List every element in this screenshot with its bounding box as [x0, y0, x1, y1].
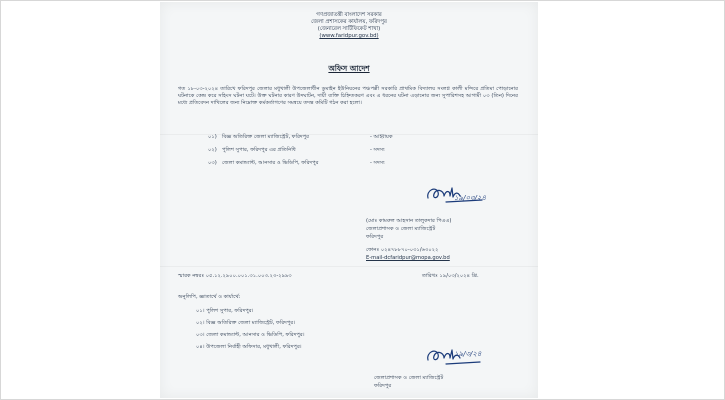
header-section: (জেনারেল সার্টিফিকেট শাখা): [317, 26, 381, 32]
memo-number: স্মারক নম্বরঃ ০৫.১২.২৯০০.০০১.৩১.০০৩.২৩-২৯৯৩: [178, 273, 292, 279]
signatory-2-location: ফরিদপুর: [374, 383, 392, 389]
header-government: গণপ্রজাতন্ত্রী বাংলাদেশ সরকার: [316, 12, 382, 18]
signatory-2-designation: জেলাপ্রশাসক ও জেলা ম্যাজিস্ট্রেট: [374, 375, 444, 381]
copy-recipient: ০১। পুলিশ সুপার, ফরিদপুর।: [196, 308, 254, 314]
signature-2-handwritten-date: ১৯/৩/২৪: [454, 350, 482, 358]
committee-member-name: জেলা কমান্ড্যান্ট, আনসার ও ভিডিপি, ফরিদপুর: [222, 160, 319, 166]
order-body-paragraph: গত ১৮-০৩-২০২৪ তারিখে ফরিদপুর জেলার মধুখালী উপজেলাধীন ডুমাইন ইউনিয়নের পঞ্চপল্লী সরকারি প্রাথমিক বিদ্যালয় সংলগ্ন কালী মন্দিরে প্রতিমা পোড়ানোর ঘটনাকে কেন্দ্র করে সহিংস ঘটনা ঘটে। উক্ত ঘটনার কারণ উদঘাটন, দায়ী ব্যক্তি চিহ্নিতকরণ এবং এ ধরনের ঘটনা এড়ানোর জন্য সুপারিশসহ আগামী ০৩ (তিন) দিনের মধ্যে প্রতিবেদন দাখিলের জন্য নিম্নোক্ত কর্মকর্তাগণের সমন্বয়ে তদন্ত কমিটি গঠন করা হলো।: [178, 86, 518, 107]
copy-recipient: ০২। বিজ্ঞ অতিরিক্ত জেলা ম্যাজিস্ট্রেট, ফরিদপুর।: [196, 320, 296, 326]
committee-number: ০১): [208, 134, 217, 140]
copy-recipient: ০৩। জেলা কমান্ড্যান্ট, আনসার ও ভিডিপি, ফরিদপুর।: [196, 332, 305, 338]
signature-2-image: [422, 340, 502, 376]
copy-heading: অনুলিপি, জ্ঞাতার্থে ও কার্যার্থে:: [178, 294, 241, 300]
committee-member-name: বিজ্ঞ অতিরিক্ত জেলা ম্যাজিস্ট্রেট, ফরিদপুর: [222, 134, 310, 140]
committee-member-name: পুলিশ সুপার, ফরিদপুর এর প্রতিনিধি: [222, 147, 296, 153]
signatory-location: ফরিদপুর: [366, 234, 384, 240]
copy-recipient: ০৪। উপজেলা নির্বাহী অফিসার, মধুখালী, ফরিদপুর।: [196, 344, 302, 350]
signatory-designation: জেলাপ্রশাসক ও জেলা ম্যাজিস্ট্রেট: [366, 226, 436, 232]
header-website: (www.faridpur.gov.bd): [319, 33, 379, 39]
committee-member-role: - সদস্য: [370, 160, 385, 166]
signatory-name: (মোঃ কামরুল আহসান তালুকদার পিএএ): [366, 218, 452, 224]
signatory-phone: ফোনঃ ০২৪৭৮৮৭০-০৩১/৬৩০২২: [366, 247, 439, 253]
document-title: অফিস আদেশ: [328, 64, 370, 73]
committee-member-role: - সদস্য: [370, 147, 385, 153]
memo-date: তারিখঃ ১৯/০৩/২০২৪ খ্রি.: [422, 273, 479, 279]
committee-number: ০২): [208, 147, 217, 153]
office-order-document: [160, 2, 538, 398]
signature-1-handwritten-date: ১৯/০৩/২৪: [454, 194, 486, 202]
committee-member-role: - আহ্বায়ক: [370, 134, 393, 140]
paper-fold-line: [160, 266, 538, 267]
signatory-email: E-mail-dcfaridpur@mopa.gov.bd: [366, 255, 450, 261]
committee-number: ০৩): [208, 160, 217, 166]
header-office: জেলা প্রশাসকের কার্যালয়, ফরিদপুর: [311, 19, 387, 25]
